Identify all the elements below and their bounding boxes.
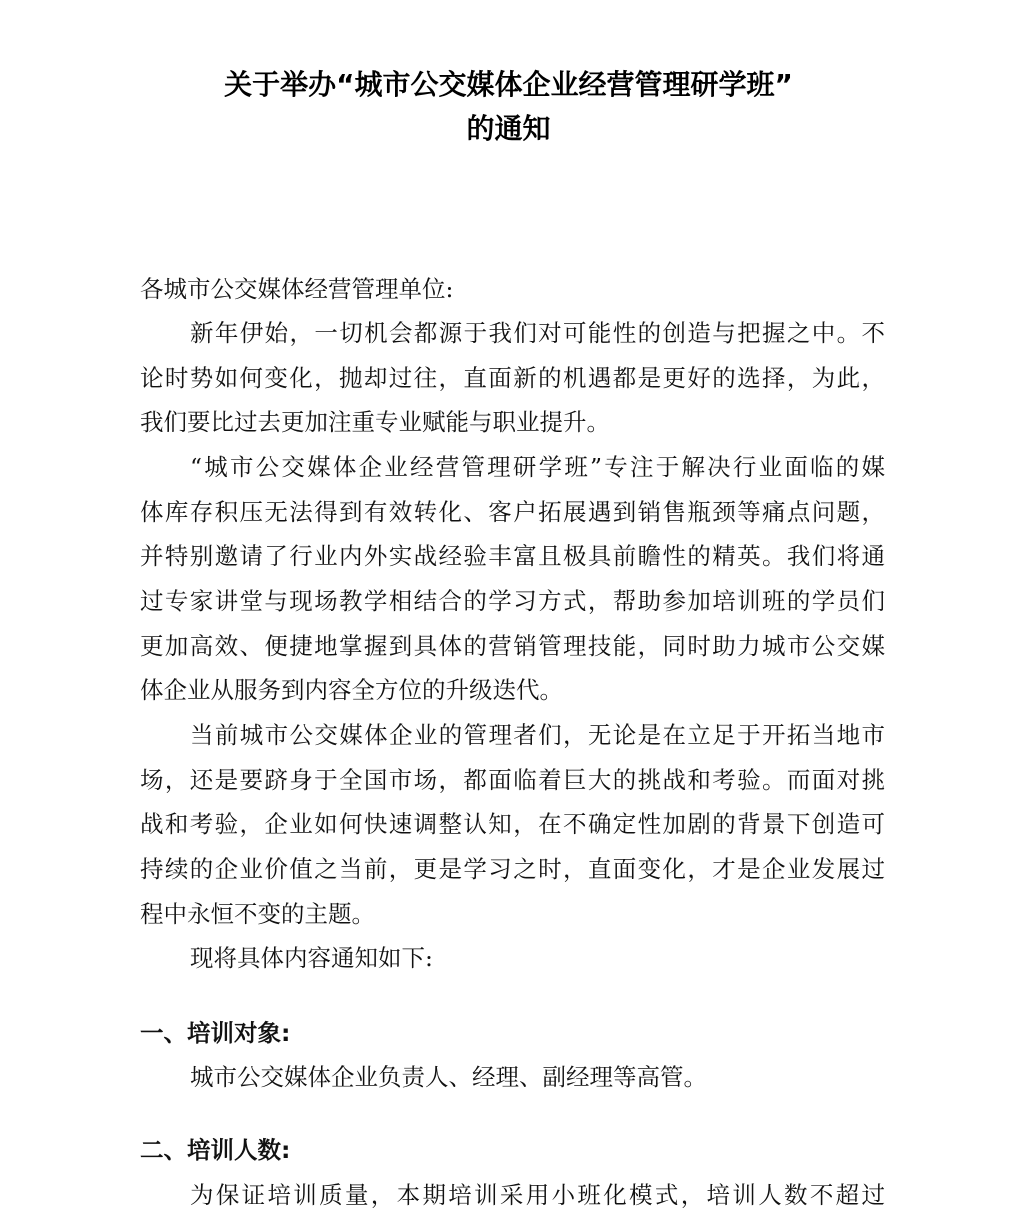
document-title-line-2: 的通知	[466, 112, 551, 145]
body-text-line: 体库存积压无法得到有效转化、客户拓展遇到销售瓶颈等痛点问题，	[140, 498, 885, 526]
body-text-line: 当前城市公交媒体企业的管理者们，无论是在立足于开拓当地市	[190, 721, 885, 749]
body-text-line: 现将具体内容通知如下:	[190, 944, 433, 972]
body-text-line: 为保证培训质量，本期培训采用小班化模式，培训人数不超过	[190, 1181, 885, 1209]
body-text-line: 程中永恒不变的主题。	[140, 900, 375, 928]
body-text-line: 场，还是要跻身于全国市场，都面临着巨大的挑战和考验。而面对挑	[140, 766, 885, 794]
body-text-line: 持续的企业价值之当前，更是学习之时，直面变化，才是企业发展过	[140, 855, 885, 883]
body-text-line: 城市公交媒体企业负责人、经理、副经理等高管。	[190, 1063, 707, 1091]
body-text-line: 体企业从服务到内容全方位的升级迭代。	[140, 676, 563, 704]
body-text-line: 论时势如何变化，抛却过往，直面新的机遇都是更好的选择，为此，	[140, 364, 885, 392]
section-heading: 二、培训人数:	[140, 1136, 291, 1164]
body-text-line: 新年伊始，一切机会都源于我们对可能性的创造与把握之中。不	[190, 319, 885, 347]
body-text-line: 更加高效、便捷地掌握到具体的营销管理技能，同时助力城市公交媒	[140, 632, 885, 660]
body-text-line: 过专家讲堂与现场教学相结合的学习方式，帮助参加培训班的学员们	[140, 587, 885, 615]
section-heading: 一、培训对象:	[140, 1019, 291, 1047]
body-text-line: 各城市公交媒体经营管理单位:	[140, 275, 454, 303]
body-text-line: 我们要比过去更加注重专业赋能与职业提升。	[140, 408, 610, 436]
body-text-line: 战和考验，企业如何快速调整认知，在不确定性加剧的背景下创造可	[140, 810, 885, 838]
body-text-line: “城市公交媒体企业经营管理研学班”专注于解决行业面临的媒	[190, 453, 885, 481]
document-title-line-1: 关于举办“城市公交媒体企业经营管理研学班”	[224, 68, 793, 101]
body-text-line: 并特别邀请了行业内外实战经验丰富且极具前瞻性的精英。我们将通	[140, 542, 885, 570]
